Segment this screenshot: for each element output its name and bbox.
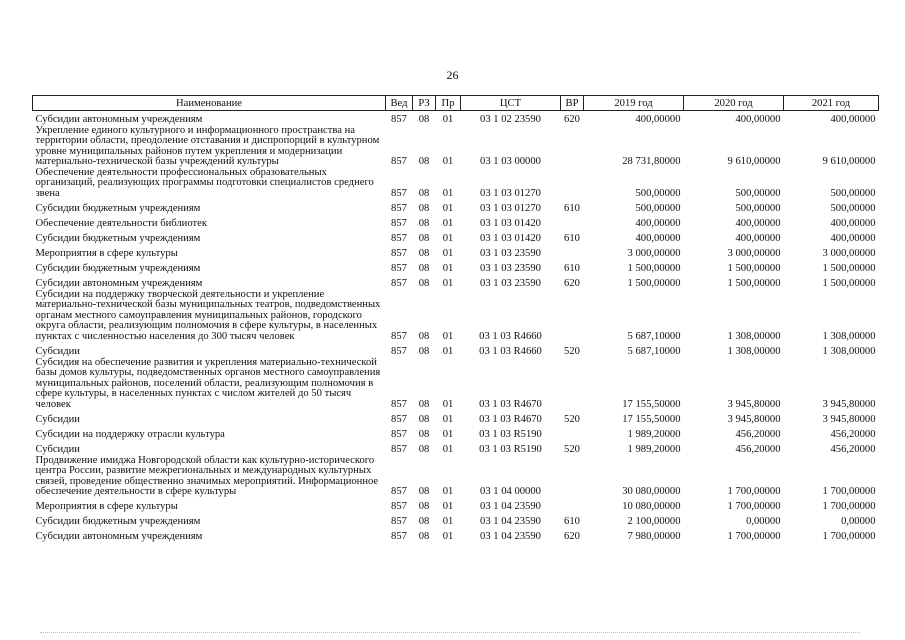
table-row	[33, 411, 879, 426]
cell-2020: 3 945,80000	[727, 399, 781, 410]
cell-ved: 857	[391, 331, 407, 343]
cell-ved: 857	[391, 278, 407, 290]
cell-rz: 08	[418, 233, 430, 245]
cell-2019: 1 500,00000	[627, 278, 681, 290]
cell-2020: 1 500,00000	[727, 263, 781, 275]
cell-cst: 03 1 04 23590	[480, 501, 541, 513]
cell-rz: 08	[418, 203, 430, 215]
cell-vr: 520	[564, 346, 580, 358]
cell-rz: 08	[418, 188, 430, 200]
cell-name: Субсидии автономным учреждениям	[35, 531, 203, 543]
table-row	[33, 200, 879, 215]
cell-name: Мероприятия в сфере культуры	[35, 501, 178, 513]
cell-pr: 01	[442, 188, 454, 200]
cell-rz: 08	[418, 516, 430, 528]
cell-pr: 01	[442, 218, 454, 230]
table-row	[33, 275, 879, 290]
table-row	[33, 245, 879, 260]
header-row	[33, 96, 879, 111]
cell-pr: 01	[442, 531, 454, 543]
cell-2020: 1 308,00000	[727, 331, 781, 343]
cell-name: Субсидии	[35, 444, 80, 455]
cell-2021: 9 610,00000	[822, 156, 876, 168]
cell-vr	[561, 358, 584, 411]
header-ved: Вед	[386, 96, 413, 111]
cell-ved: 857	[391, 188, 407, 200]
cell-2019: 17 155,50000	[622, 399, 681, 410]
cell-2019: 30 080,00000	[622, 486, 681, 498]
cell-ved: 857	[391, 156, 407, 168]
cell-ved: 857	[391, 113, 407, 125]
cell-name: Субсидии бюджетным учреждениям	[35, 263, 201, 275]
cell-pr: 01	[442, 414, 454, 425]
cell-2019: 17 155,50000	[622, 414, 681, 425]
cell-2020: 1 500,00000	[727, 278, 781, 290]
cell-rz: 08	[418, 248, 430, 260]
cell-2021: 3 945,80000	[822, 414, 876, 425]
cell-pr: 01	[442, 203, 454, 215]
cell-rz: 08	[418, 414, 430, 425]
cell-2021: 0,00000	[841, 516, 876, 528]
cell-pr: 01	[442, 516, 454, 528]
cell-name: Мероприятия в сфере культуры	[35, 248, 178, 260]
cell-cst: 03 1 03 23590	[480, 278, 541, 290]
header-name: Наименование	[33, 96, 386, 111]
cell-rz: 08	[418, 444, 430, 455]
cell-2021: 1 500,00000	[822, 278, 876, 290]
cell-2021: 500,00000	[830, 188, 876, 200]
table-row	[33, 290, 879, 343]
cell-2020: 400,00000	[735, 113, 781, 125]
header-rz: РЗ	[413, 96, 436, 111]
cell-2020: 1 700,00000	[727, 501, 781, 513]
cell-2021: 1 700,00000	[822, 486, 876, 498]
table-row	[33, 168, 879, 200]
header-2021: 2021 год	[784, 96, 879, 111]
cell-vr	[561, 215, 584, 230]
table-row	[33, 260, 879, 275]
cell-pr: 01	[442, 156, 454, 168]
cell-2019: 500,00000	[635, 203, 681, 215]
cell-pr: 01	[442, 444, 454, 455]
cell-rz: 08	[418, 278, 430, 290]
cell-pr: 01	[442, 501, 454, 513]
cell-2020: 1 700,00000	[727, 531, 781, 543]
cell-2020: 400,00000	[735, 218, 781, 230]
cell-ved: 857	[391, 531, 407, 543]
cell-2020: 0,00000	[746, 516, 781, 528]
cell-pr: 01	[442, 233, 454, 245]
cell-ved: 857	[391, 516, 407, 528]
cell-ved: 857	[391, 218, 407, 230]
cell-name: Субсидии автономным учреждениям	[35, 278, 203, 290]
table-row	[33, 426, 879, 441]
budget-table	[32, 95, 879, 543]
cell-pr: 01	[442, 399, 454, 410]
cell-name: Субсидии на поддержку творческой деятельности и укрепление материально-технической базы муниципальных театров, подведомственных органам местного самоуправления муниципальных районов, городского округа области, реализующим полномочия в сфере культуры, в населенных пунктах с численностью населения до 300 тысяч человек	[35, 288, 381, 343]
cell-cst: 03 1 03 R4660	[479, 331, 542, 343]
cell-ved: 857	[391, 444, 407, 455]
cell-name: Субсидия на обеспечение развития и укрепления материально-технической базы домов культуры, подведомственных органов местного самоуправления муниципальных районов, поселений области, реализующим полномочия в сфере культуры, в населенных пунктах с числом жителей до 50 тысяч человек	[35, 356, 381, 410]
cell-rz: 08	[418, 156, 430, 168]
header-vr: ВР	[561, 96, 584, 111]
table-row	[33, 441, 879, 456]
cell-2020: 3 000,00000	[727, 248, 781, 260]
cell-cst: 03 1 03 R4670	[479, 399, 542, 410]
cell-vr: 610	[564, 203, 580, 215]
cell-vr: 620	[564, 278, 580, 290]
table-row	[33, 358, 879, 411]
cell-name: Укрепление единого культурного и информационного пространства на территории области, преодоление отставания и диспропорций в культурном уровне муниципальных районов путем укрепления и модернизации материально-технической базы учреждений культуры	[35, 124, 380, 168]
cell-rz: 08	[418, 399, 430, 410]
cell-2019: 5 687,10000	[627, 331, 681, 343]
page-number: 26	[446, 68, 459, 82]
cell-pr: 01	[442, 346, 454, 358]
cell-rz: 08	[418, 331, 430, 343]
cell-2019: 400,00000	[635, 233, 681, 245]
cell-vr	[561, 290, 584, 343]
cell-2020: 3 945,80000	[727, 414, 781, 425]
cell-vr	[561, 245, 584, 260]
cell-cst: 03 1 03 R5190	[479, 429, 542, 440]
cell-2019: 1 989,20000	[627, 429, 681, 440]
cell-vr	[561, 426, 584, 441]
cell-2019: 1 989,20000	[627, 444, 681, 455]
cell-vr	[561, 168, 584, 200]
header-2019: 2019 год	[584, 96, 684, 111]
cell-vr: 610	[564, 233, 580, 245]
cell-name: Обеспечение деятельности библиотек	[35, 218, 207, 230]
cell-ved: 857	[391, 399, 407, 410]
cell-cst: 03 1 03 01420	[480, 233, 541, 245]
table-row	[33, 498, 879, 513]
cell-cst: 03 1 03 23590	[480, 263, 541, 275]
cell-2021: 1 308,00000	[822, 346, 876, 358]
cell-2021: 3 000,00000	[822, 248, 876, 260]
cell-cst: 03 1 03 R4660	[479, 346, 542, 358]
cell-vr	[561, 456, 584, 498]
cell-cst: 03 1 02 23590	[480, 113, 541, 125]
cell-2020: 9 610,00000	[727, 156, 781, 168]
cell-pr: 01	[442, 263, 454, 275]
table-row	[33, 343, 879, 358]
cell-pr: 01	[442, 331, 454, 343]
cell-rz: 08	[418, 429, 430, 440]
cell-name: Субсидии	[35, 414, 80, 425]
cell-ved: 857	[391, 203, 407, 215]
cell-pr: 01	[442, 429, 454, 440]
cell-2021: 1 500,00000	[822, 263, 876, 275]
cell-cst: 03 1 03 00000	[480, 156, 541, 168]
cell-2020: 500,00000	[735, 188, 781, 200]
table-row	[33, 456, 879, 498]
cell-rz: 08	[418, 486, 430, 498]
cell-2019: 1 500,00000	[627, 263, 681, 275]
cell-vr: 520	[564, 414, 580, 425]
cell-2019: 10 080,00000	[622, 501, 681, 513]
cell-vr: 610	[564, 516, 580, 528]
cell-cst: 03 1 04 23590	[480, 516, 541, 528]
cell-2020: 1 700,00000	[727, 486, 781, 498]
cell-2019: 500,00000	[635, 188, 681, 200]
cell-pr: 01	[442, 113, 454, 125]
cell-2019: 3 000,00000	[627, 248, 681, 260]
cell-2021: 400,00000	[830, 218, 876, 230]
cell-name: Субсидии	[35, 346, 80, 358]
cell-2021: 456,20000	[830, 429, 876, 440]
cell-cst: 03 1 03 01420	[480, 218, 541, 230]
cell-2019: 5 687,10000	[627, 346, 681, 358]
cell-ved: 857	[391, 233, 407, 245]
table-row	[33, 513, 879, 528]
cell-2020: 500,00000	[735, 203, 781, 215]
cell-cst: 03 1 03 R5190	[479, 444, 542, 455]
cell-vr: 520	[564, 444, 580, 455]
cell-name: Обеспечение деятельности профессиональных образовательных организаций, реализующих программы подготовки специалистов среднего звена	[35, 166, 374, 200]
cell-vr	[561, 126, 584, 168]
cell-2021: 400,00000	[830, 233, 876, 245]
table-row	[33, 215, 879, 230]
cell-cst: 03 1 03 23590	[480, 248, 541, 260]
cell-vr	[561, 498, 584, 513]
cell-name: Субсидии автономным учреждениям	[35, 113, 203, 125]
header-pr: Пр	[436, 96, 461, 111]
table-row	[33, 111, 879, 126]
cell-name: Субсидии бюджетным учреждениям	[35, 203, 201, 215]
table-row	[33, 126, 879, 168]
cell-ved: 857	[391, 414, 407, 425]
cell-cst: 03 1 03 01270	[480, 188, 541, 200]
cell-2021: 400,00000	[830, 113, 876, 125]
cell-ved: 857	[391, 486, 407, 498]
cell-2020: 400,00000	[735, 233, 781, 245]
cell-vr: 610	[564, 263, 580, 275]
cell-rz: 08	[418, 346, 430, 358]
cell-rz: 08	[418, 501, 430, 513]
cell-2020: 456,20000	[735, 444, 781, 455]
cell-ved: 857	[391, 263, 407, 275]
cell-2019: 28 731,80000	[622, 156, 681, 168]
header-cst: ЦСТ	[461, 96, 561, 111]
cell-pr: 01	[442, 278, 454, 290]
cell-name: Продвижение имиджа Новгородской области как культурно-исторического центра России, развитие межрегиональных и международных культурных связей, проведение общественно значимых мероприятий. Информационное обеспечение деятельности в сфере культуры	[35, 454, 379, 498]
cell-2020: 1 308,00000	[727, 346, 781, 358]
table-row	[33, 528, 879, 543]
cell-cst: 03 1 04 23590	[480, 531, 541, 543]
cell-cst: 03 1 03 01270	[480, 203, 541, 215]
cell-ved: 857	[391, 248, 407, 260]
cell-2021: 1 700,00000	[822, 501, 876, 513]
cell-name: Субсидии бюджетным учреждениям	[35, 516, 201, 528]
cell-ved: 857	[391, 346, 407, 358]
cell-vr: 620	[564, 531, 580, 543]
cell-rz: 08	[418, 113, 430, 125]
cell-rz: 08	[418, 531, 430, 543]
cell-2019: 7 980,00000	[627, 531, 681, 543]
cell-2020: 456,20000	[735, 429, 781, 440]
cell-vr: 620	[564, 113, 580, 125]
cell-2019: 400,00000	[635, 218, 681, 230]
cell-2019: 400,00000	[635, 113, 681, 125]
cell-pr: 01	[442, 486, 454, 498]
cell-pr: 01	[442, 248, 454, 260]
table-row	[33, 230, 879, 245]
cell-2021: 500,00000	[830, 203, 876, 215]
cell-rz: 08	[418, 263, 430, 275]
cell-cst: 03 1 04 00000	[480, 486, 541, 498]
cell-2021: 1 308,00000	[822, 331, 876, 343]
cell-2019: 2 100,00000	[627, 516, 681, 528]
cell-name: Субсидии на поддержку отрасли культура	[35, 429, 225, 440]
header-2020: 2020 год	[684, 96, 784, 111]
cell-2021: 1 700,00000	[822, 531, 876, 543]
cell-rz: 08	[418, 218, 430, 230]
page-bottom-line	[40, 632, 860, 634]
cell-ved: 857	[391, 501, 407, 513]
cell-cst: 03 1 03 R4670	[479, 414, 542, 425]
cell-ved: 857	[391, 429, 407, 440]
cell-2021: 3 945,80000	[822, 399, 876, 410]
cell-2021: 456,20000	[830, 444, 876, 455]
cell-name: Субсидии бюджетным учреждениям	[35, 233, 201, 245]
